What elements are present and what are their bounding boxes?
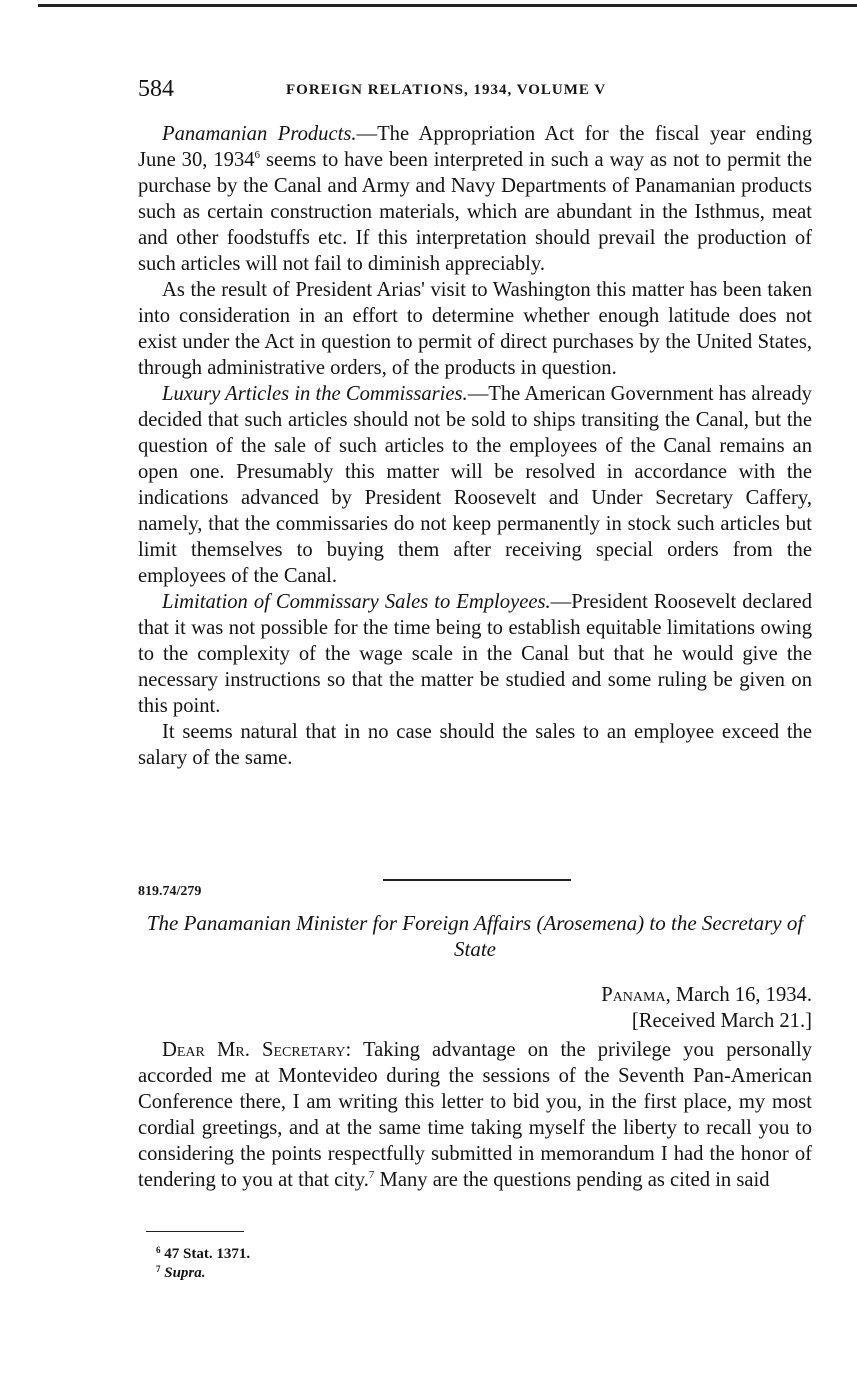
section-heading: Limitation of Commissary Sales to Employees. (162, 591, 551, 613)
footnote-ref: 7 (368, 1169, 375, 1181)
running-head: FOREIGN RELATIONS, 1934, VOLUME V (286, 82, 607, 98)
paragraph-salary: It seems natural that in no case should the sales to an employee exceed the salary of the same. (138, 721, 812, 769)
salutation: Dear Mr. Secretary: (162, 1039, 352, 1061)
paragraph-arias-visit: As the result of President Arias' visit to Washington this matter has been taken into consideration in an effort to determine whether enough latitude does not exist under the Act in question to permit of direct purchases by the United States, through administrative orders, of the products in question. (138, 279, 812, 379)
paragraph-commissary-sales: Limitation of Commissary Sales to Employees.—President Roosevelt declared that it was not possible for the time being to establish equitable limitations owing to the complexity of the wage scale in the Canal but that he would give the necessary instructions so that the matter be studied and some ruling be given on this point. (138, 591, 812, 717)
footnote-rule (146, 1231, 244, 1232)
memorandum-text (138, 121, 812, 771)
file-number: 819.74/279 (138, 884, 202, 899)
footnote-7: $^7$ Supra. (156, 1264, 206, 1281)
footnote-6: $^6$ 47 Stat. 1371. (156, 1245, 251, 1262)
top-rule (38, 4, 857, 7)
paragraph-panamanian-products: Panamanian Products.—The Appropriation Act for the fiscal year ending June 30, 1934$^6$ seems to have been interpreted in such a way as not to permit the purchase by the Canal and Army and Navy Departments of Panamanian products such as certain construction materials, which are abundant in the Isthmus, meat and other foodstuffs etc. If this interpretation should prevail the production of such articles will not fail to diminish appreciably. (138, 123, 812, 275)
section-heading: Panamanian Products. (162, 123, 357, 145)
document-title: The Panamanian Minister for Foreign Affairs (Arosemena) to the Secretary of State (146, 911, 804, 961)
footnotes (156, 1245, 250, 1283)
footnote-ref: 6 (254, 149, 261, 161)
page-number: 584 (138, 76, 174, 102)
dateline-date: , March 16, 1934. (665, 984, 812, 1006)
page-header (138, 76, 812, 106)
received-line: [Received March 21.] (631, 1010, 812, 1032)
dateline (138, 982, 812, 1008)
letter-paragraph: Dear Mr. Secretary: Taking advantage on the privilege you personally accorded me at Montevideo during the sessions of the Seventh Pan-American Conference there, I am writing this letter to bid you, in the first place, my most cordial greetings, and at the same time taking myself the liberty to recall you to considering the points respectfully submitted in memorandum I had the honor of tendering to you at that city.$^7$ Many are the questions pending as cited in said (138, 1039, 812, 1191)
section-heading: Luxury Articles in the Commissaries. (162, 383, 468, 405)
dateline-place: Panama (601, 984, 666, 1006)
letter-text (138, 1037, 812, 1193)
section-divider (383, 879, 571, 881)
paragraph-luxury-articles: Luxury Articles in the Commissaries.—The American Government has already decided that such articles should not be sold to ships transiting the Canal, but the question of the sale of such articles to the employees of the Canal remains an open one. Presumably this matter will be resolved in accordance with the indications advanced by President Roosevelt and Under Secretary Caffery, namely, that the commissaries do not keep permanently in stock such articles but limit themselves to buying them after receiving special orders from the employees of the Canal. (138, 383, 812, 587)
